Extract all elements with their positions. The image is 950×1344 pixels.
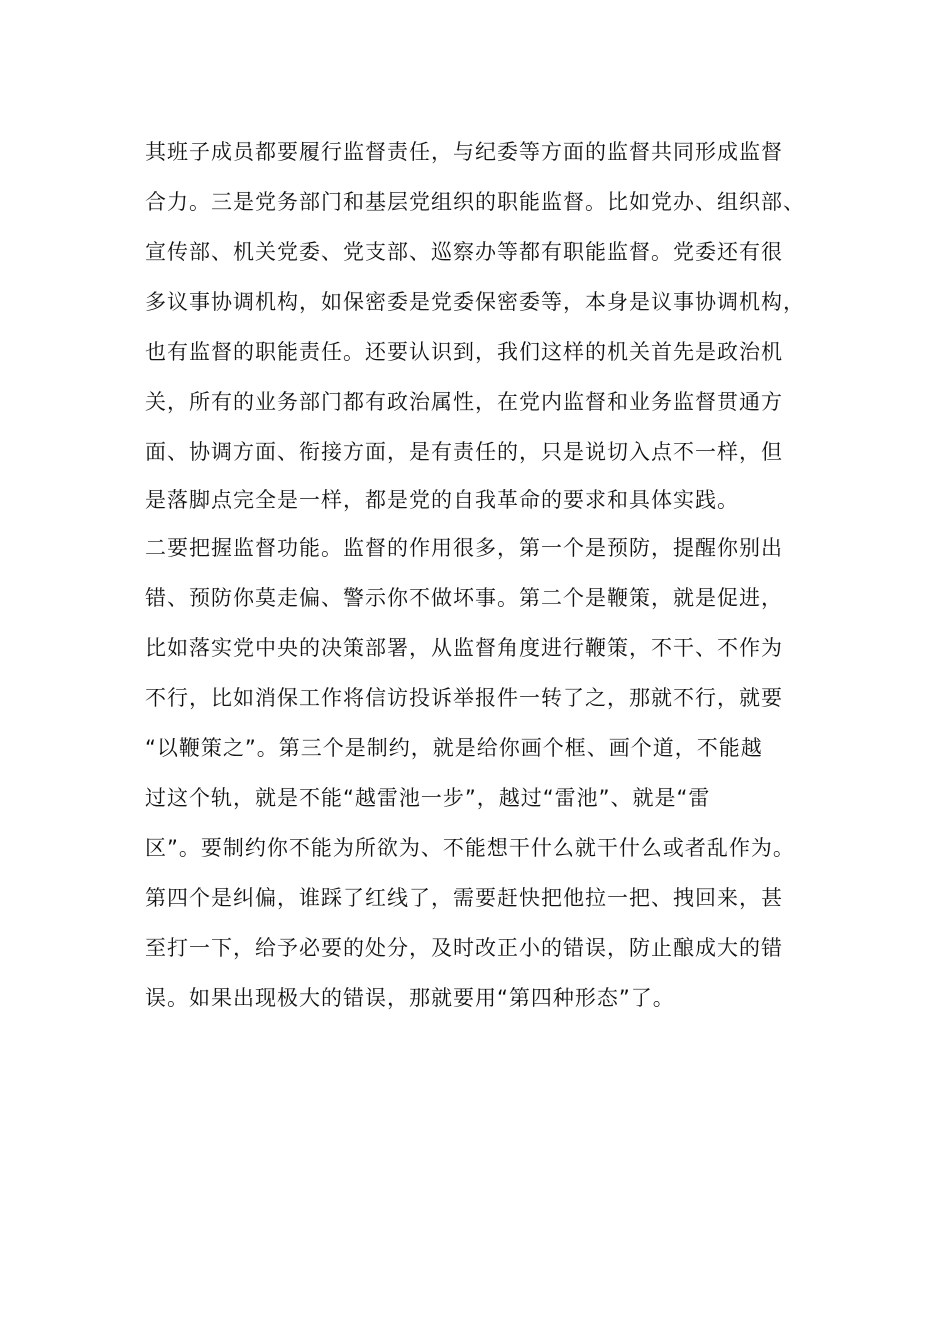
text-line-14: 过这个轨，就是不能“越雷池一步”，越过“雷池”、就是“雷	[145, 786, 711, 810]
text-line-11: 比如落实党中央的决策部署，从监督角度进行鞭策，不干、不作为	[145, 636, 783, 660]
text-line-1: 其班子成员都要履行监督责任，与纪委等方面的监督共同形成监督	[145, 140, 783, 164]
text-line-6: 关，所有的业务部门都有政治属性，在党内监督和业务监督贯通方	[145, 390, 783, 414]
text-line-9: 二要把握监督功能。监督的作用很多，第一个是预防，提醒你别出	[145, 536, 783, 560]
text-line-5: 也有监督的职能责任。还要认识到，我们这样的机关首先是政治机	[145, 340, 783, 364]
text-line-2: 合力。三是党务部门和基层党组织的职能监督。比如党办、组织部、	[145, 190, 805, 214]
text-line-12: 不行，比如消保工作将信访投诉举报件一转了之，那就不行，就要	[145, 686, 783, 710]
text-line-18: 误。如果出现极大的错误，那就要用“第四种形态”了。	[145, 986, 675, 1010]
text-line-7: 面、协调方面、衔接方面，是有责任的，只是说切入点不一样，但	[145, 440, 783, 464]
text-line-16: 第四个是纠偏，谁踩了红线了，需要赶快把他拉一把、拽回来，甚	[145, 886, 783, 910]
text-line-4: 多议事协调机构，如保密委是党委保密委等，本身是议事协调机构，	[145, 290, 805, 314]
text-line-13: “以鞭策之”。第三个是制约，就是给你画个框、画个道，不能越	[145, 736, 763, 760]
text-line-15: 区”。要制约你不能为所欲为、不能想干什么就干什么或者乱作为。	[145, 836, 795, 860]
text-line-17: 至打一下，给予必要的处分，及时改正小的错误，防止酿成大的错	[145, 936, 783, 960]
text-line-3: 宣传部、机关党委、党支部、巡察办等都有职能监督。党委还有很	[145, 240, 783, 264]
text-line-8: 是落脚点完全是一样，都是党的自我革命的要求和具体实践。	[145, 488, 739, 512]
text-line-10: 错、预防你莫走偏、警示你不做坏事。第二个是鞭策，就是促进，	[145, 586, 783, 610]
